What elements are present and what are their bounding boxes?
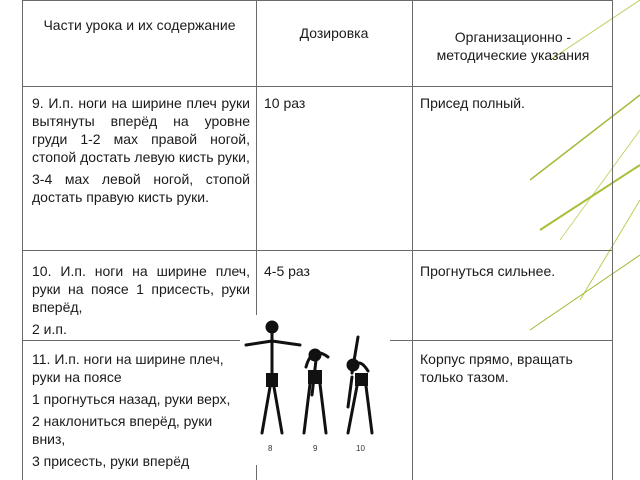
header-notes: Организационно - методические указания <box>436 29 590 63</box>
row-text: 9. И.п. ноги на ширине плеч руки вытянуты вперёд на уровне груди 1-2 мах правой ногой, стопой достать левую кисть руки, <box>32 95 250 165</box>
table-border <box>22 250 613 251</box>
row-text: 11. И.п. ноги на ширине плеч, руки на поясе <box>32 351 224 385</box>
row-text: 10. И.п. ноги на ширине плеч, руки на поясе 1 присесть, руки вперёд, <box>32 263 250 315</box>
table-border <box>22 86 613 87</box>
exercise-illustration <box>240 315 390 465</box>
table-border <box>22 0 23 480</box>
row-dosage-10: 4-5 раз <box>264 263 310 279</box>
row-content-9 <box>32 94 250 210</box>
row-text: 3-4 мах левой ногой, стопой достать правую кисть руки. <box>32 171 250 205</box>
header-dosage: Дозировка <box>299 25 369 41</box>
row-text: 1 прогнуться назад, руки верх, <box>32 391 231 407</box>
table-border <box>412 0 413 480</box>
exercise-figures <box>240 315 390 465</box>
row-text: 2 и.п. <box>32 321 67 337</box>
row-notes-11: Корпус прямо, вращать только тазом. <box>420 351 573 385</box>
row-text: 2 наклониться вперёд, руки вниз, <box>32 413 213 447</box>
header-parts: Части урока и их содержание <box>43 17 236 33</box>
figure-label: 8 <box>268 444 273 453</box>
row-notes-10: Прогнуться сильнее. <box>420 263 556 279</box>
row-content-10 <box>32 262 250 342</box>
row-dosage-9: 10 раз <box>264 95 306 111</box>
row-text: 3 присесть, руки вперёд <box>32 453 190 469</box>
figure-label: 10 <box>356 444 365 453</box>
row-notes-9: Присед полный. <box>420 95 525 111</box>
row-content-11 <box>32 350 242 470</box>
table-border <box>22 0 613 1</box>
figure-label: 9 <box>313 444 318 453</box>
table-border <box>612 0 613 480</box>
